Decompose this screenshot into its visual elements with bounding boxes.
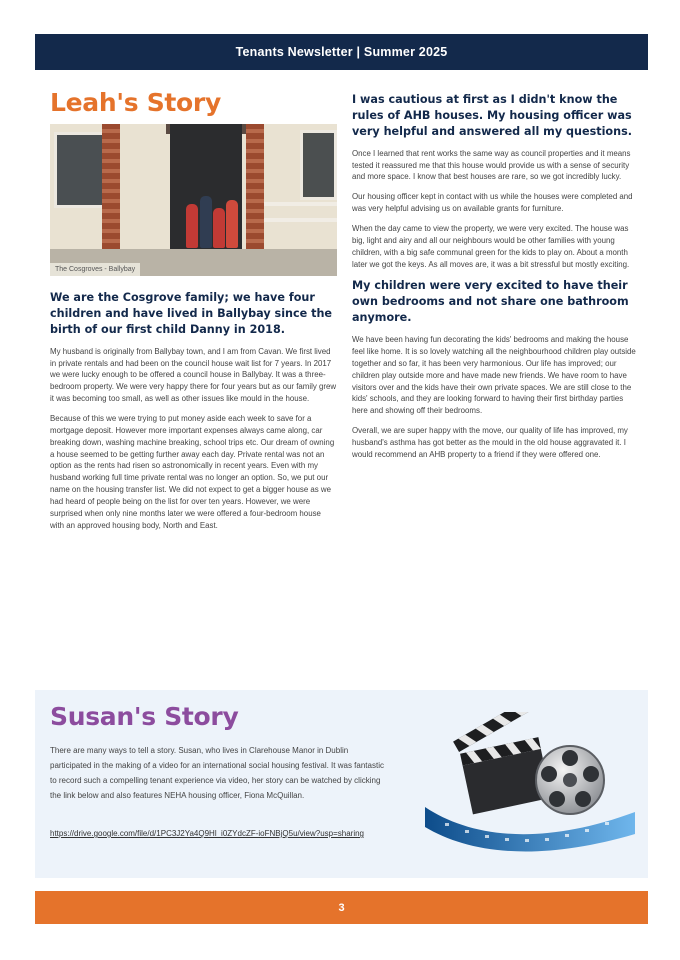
newsletter-header: [35, 34, 648, 70]
leah-paragraph: When the day came to view the property, we were very excited. The house was big, light and airy and all our neighbours would be other families with young children, with a big safe communal green for the kids to play on. About a month later we got the keys. As all moves are, it was a bit stressful but mostly exciting.: [352, 224, 630, 269]
leah-subheading-bedrooms: My children were very excited to have their own bedrooms and not share one bathroom anymore.: [352, 279, 629, 325]
leah-paragraph: Overall, we are super happy with the move, our quality of life has improved, my husband's asthma has got better as the mould in the old house aggravated it. I would recommend an AHB property to a friend if they were offered one.: [352, 426, 628, 459]
page-footer: [35, 891, 648, 924]
leah-paragraph: My husband is originally from Ballybay town, and I am from Cavan. We first lived in private rentals and had been on the council house wait list for 7 years. In 2017 we were lucky enough to be offered a council house in Ballybay. It was a three-bedroom property. We were very happy there for four years but as our family grew it was becoming too small, as well as other issues like mould in the house.: [50, 346, 337, 404]
leah-body-text: [50, 346, 337, 532]
photo-caption: The Cosgroves - Ballybay: [50, 263, 140, 276]
leah-story-left-column: [50, 88, 337, 540]
leah-paragraph: Our housing officer kept in contact with us while the houses were completed and was very helpful advising us on available grants for furniture.: [352, 192, 633, 214]
susan-story-panel: [35, 690, 648, 878]
cosgrove-family-photo: [50, 124, 337, 276]
leah-lead-paragraph: We are the Cosgrove family; we have four children and have lived in Ballybay since the birth of our first child Danny in 2018.: [50, 291, 333, 336]
leah-subheading-cautious: I was cautious at first as I didn't know the rules of AHB houses. My housing officer was very helpful and answered all my questions.: [352, 93, 632, 138]
leah-paragraph: Once I learned that rent works the same way as council properties and it means tested it reassured me that this house would provide us with a sense of security and more space. I know that best houses are rare, so we got incredibly lucky.: [352, 148, 631, 182]
leah-right-body-2: [352, 334, 640, 461]
leah-story-right-column: [352, 92, 640, 469]
leah-paragraph: We have been having fun decorating the kids' bedrooms and making the house feel like home. It is so lovely watching all the neighbourhood children play outside together and so far, it has been very harmonious. Our life has improved; our children play outside more and have made new friends. We have room to have visitors over and the kids have their own private spaces. We are still close to the kids' schools, and they are looking forward to having their first birthday parties here and showing off their bedrooms.: [352, 335, 636, 416]
susan-story-title: Susan's Story: [50, 702, 239, 731]
leah-paragraph: Because of this we were trying to put money aside each week to save for a mortgage deposit. However more important expenses always came along, car breaking down, washing machine breaking, school trips etc. Our dream of owning a house seemed to be getting further away each day. Private rental was not an option as the rents had risen so astronomically in recent years. Even with my husband working full time private rental was no longer an option. So, we put our name on the housing transfer list. We did not expect to get a bigger house as we had heard of people being on the list for over ten years. However, we were surprised when only nine months later we were offered a four-bedroom house with an approved housing body, North and East.: [50, 414, 335, 530]
susan-story-text: There are many ways to tell a story. Susan, who lives in Clarehouse Manor in Dublin participated in the making of a video for an international social housing festival. It was fantastic to record such a compelling tenant experience via video, her story can be watched by clicking the link below and also features NEHA housing officer, Fiona McQuillan.: [50, 746, 384, 801]
newsletter-title: Tenants Newsletter | Summer 2025: [235, 45, 448, 59]
leah-story-title: Leah's Story: [50, 88, 221, 117]
page-number: 3: [338, 901, 345, 914]
film-reel-clapperboard-icon: [420, 712, 638, 852]
leah-right-body-1: [352, 148, 640, 271]
susan-video-link[interactable]: https://drive.google.com/file/d/1PC3J2Ya4Q9Hl_i0ZYdcZF-ioFNBjQ5u/view?usp=sharing: [50, 829, 364, 838]
